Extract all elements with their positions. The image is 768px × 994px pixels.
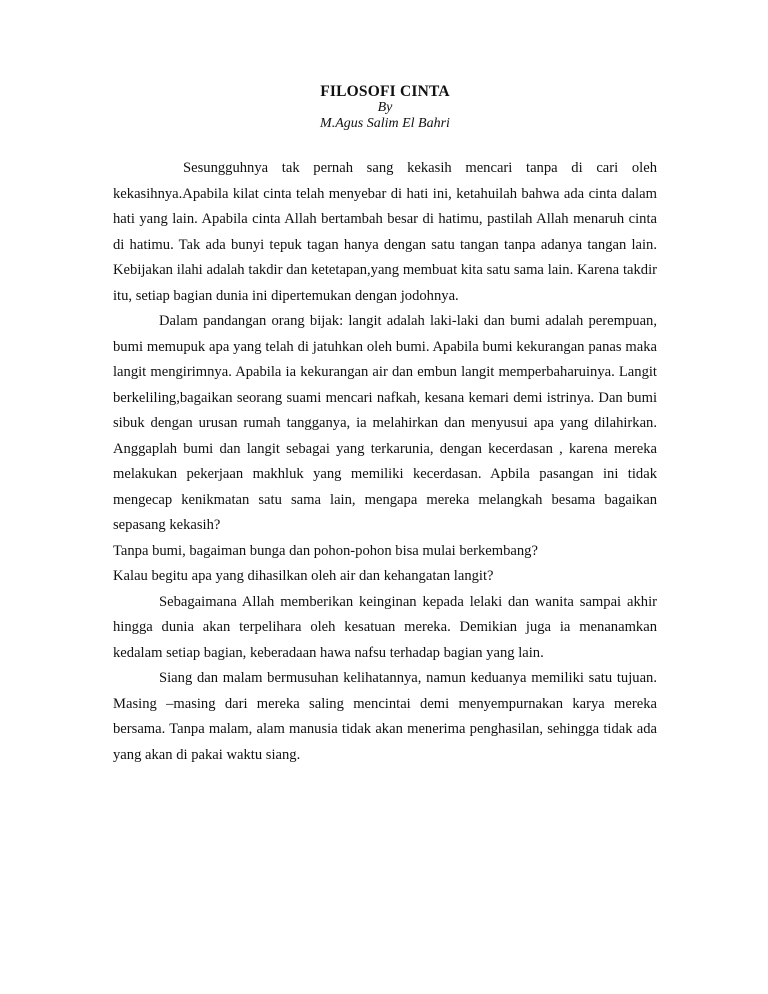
paragraph-6: Siang dan malam bermusuhan kelihatannya, namun keduanya memiliki satu tujuan. Masing –masing dari mereka saling mencintai demi menyempurnakan karya mereka bersama. Tanpa malam, alam manusia tidak akan menerima penghasilan, sehingga tidak ada yang akan di pakai waktu siang. bbox=[113, 670, 657, 763]
paragraph-2: Dalam pandangan orang bijak: langit adalah laki-laki dan bumi adalah perempuan, bumi memupuk apa yang telah di jatuhkan oleh bumi. Apabila bumi kekurangan panas maka langit mengirimnya. Apabila ia kekurangan air dan embun langit memperbaharuinya. Langit berkeliling,bagaikan seorang suami mencari nafkah, kesana kemari demi istrinya. Dan bumi sibuk dengan urusan rumah tangganya, ia melahirkan dan menyusui apa yang dilahirkan. Anggaplah bumi dan langit sebagai yang terkarunia, dengan kecerdasan , karena mereka melakukan pekerjaan makhluk yang memiliki kecerdasan. Apbila pasangan ini tidak mengecap kenikmatan satu sama lain, mengapa mereka melangkah besama bagaikan sepasang kekasih? bbox=[113, 313, 657, 533]
paragraph-5: Sebagaimana Allah memberikan keinginan kepada lelaki dan wanita sampai akhir hingga dunia akan terpelihara oleh kesatuan mereka. Demikian juga ia menanamkan kedalam setiap bagian, keberadaan hawa nafsu terhadap bagian yang lain. bbox=[113, 593, 657, 661]
paragraph-4: Kalau begitu apa yang dihasilkan oleh air dan kehangatan langit? bbox=[113, 568, 494, 584]
document-header bbox=[113, 84, 657, 132]
paragraph-3: Tanpa bumi, bagaiman bunga dan pohon-pohon bisa mulai berkembang? bbox=[113, 542, 538, 559]
document-author: M.Agus Salim El Bahri bbox=[320, 116, 450, 131]
document-page bbox=[113, 84, 657, 768]
paragraph-1: Sesungguhnya tak pernah sang kekasih mencari tanpa di cari oleh kekasihnya.Apabila kilat cinta telah menyebar di hati ini, ketahuilah bahwa ada cinta dalam hati yang lain. Apabila cinta Allah bertambah besar di hatimu, pastilah Allah menaruh cinta di hatimu. Tak ada bunyi tepuk tagan hanya dengan satu tangan tanpa adanya tangan lain. Kebijakan ilahi adalah takdir dan ketetapan,yang membuat kita satu sama lain. Karena takdir itu, setiap bagian dunia ini dipertemukan dengan jodohnya. bbox=[113, 160, 657, 304]
document-body bbox=[113, 156, 657, 768]
document-title: FILOSOFI CINTA bbox=[320, 83, 450, 100]
document-byline: By bbox=[377, 100, 393, 115]
